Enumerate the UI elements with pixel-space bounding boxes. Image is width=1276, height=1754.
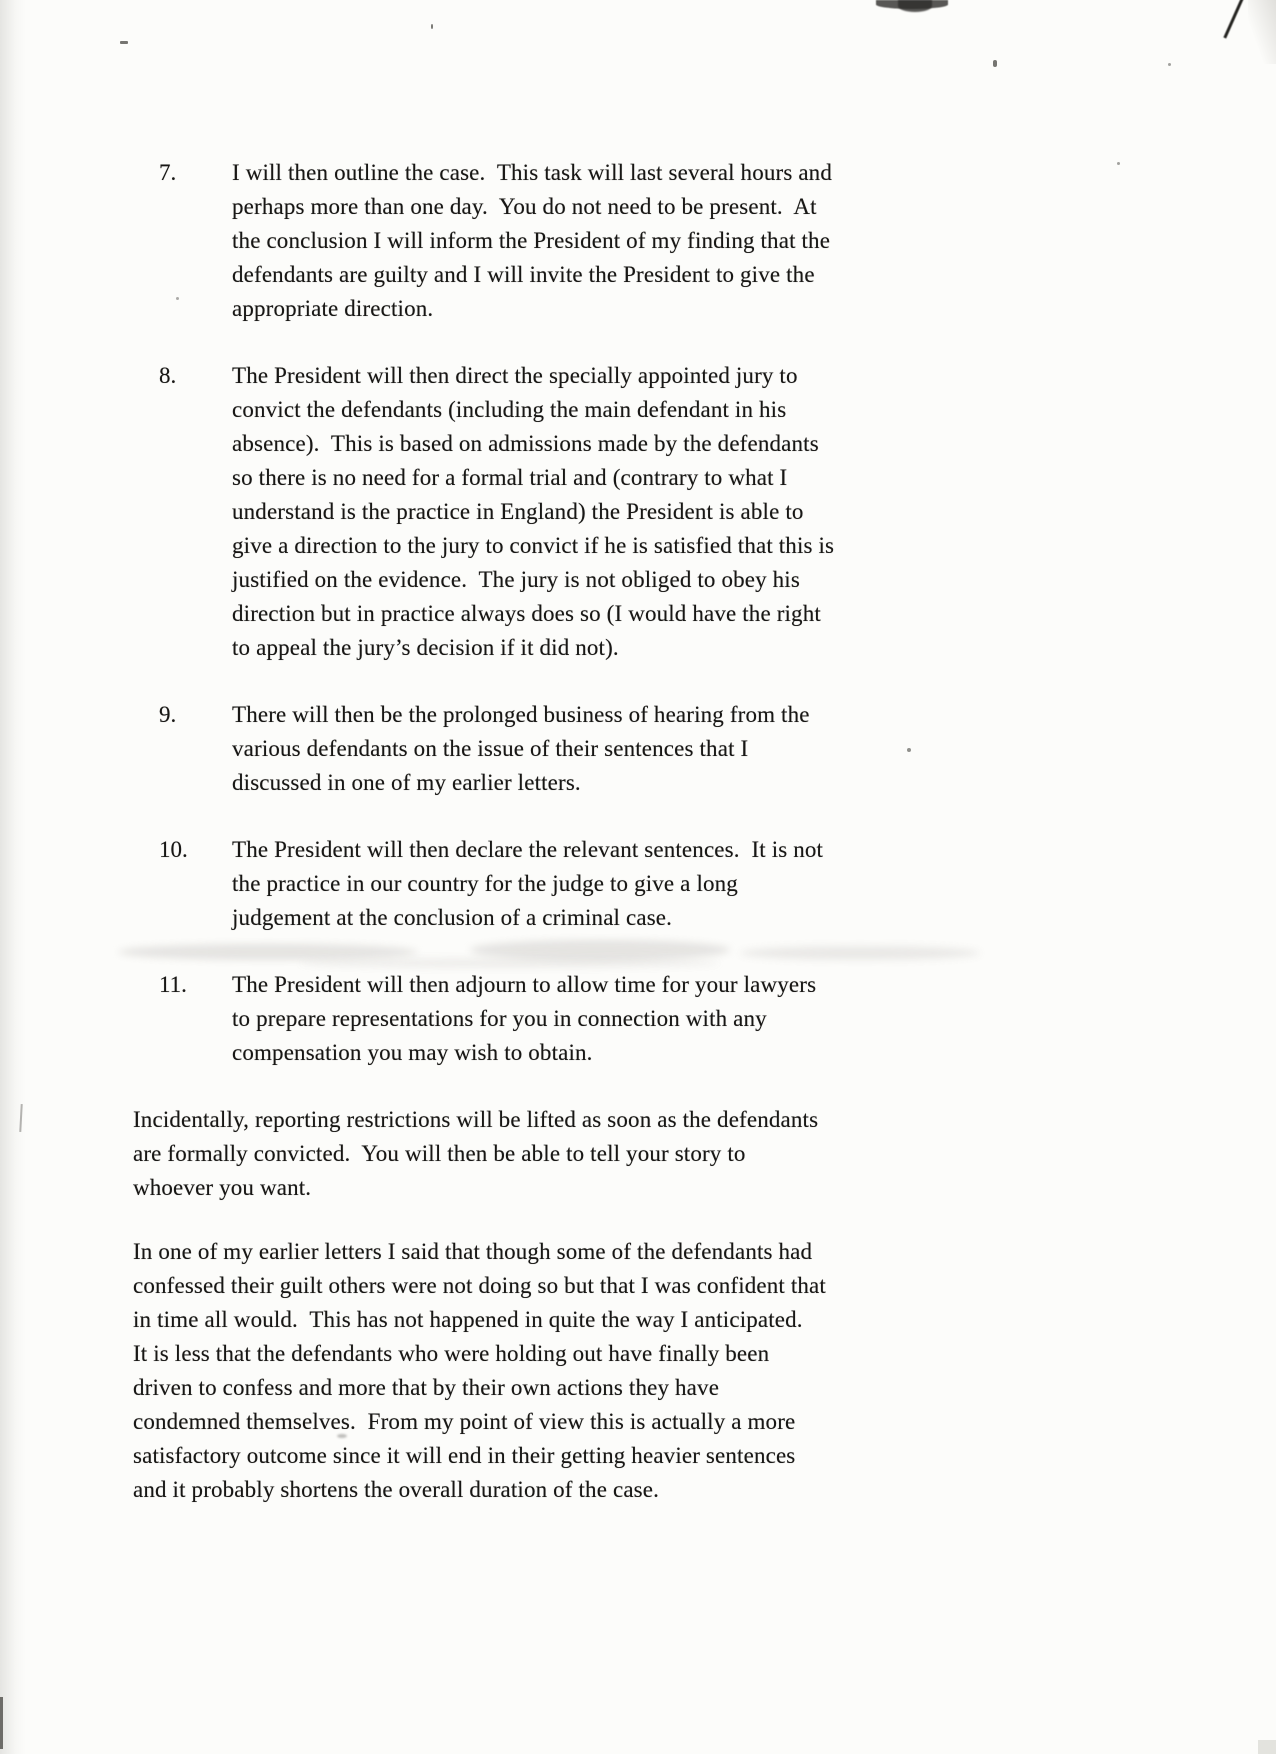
paragraph-number: 10.	[159, 837, 188, 862]
text-line: the conclusion I will inform the President of my finding that the	[232, 228, 831, 253]
text-line: and it probably shortens the overall duration of the case.	[133, 1477, 660, 1502]
text-line: the practice in our country for the judge to give a long	[232, 871, 738, 896]
paragraph-number: 7.	[159, 160, 177, 185]
text-line: The President will then adjourn to allow time for your lawyers	[232, 972, 817, 997]
closing-paragraph	[133, 1103, 1276, 1205]
numbered-paragraph-list	[133, 156, 1276, 1070]
paragraph-text	[232, 968, 1276, 1070]
text-line: convict the defendants (including the main defendant in his	[232, 397, 787, 422]
paragraph-text	[232, 698, 1276, 800]
text-line: to prepare representations for you in connection with any	[232, 1006, 767, 1031]
numbered-paragraph	[159, 359, 1276, 665]
numbered-paragraph	[159, 968, 1276, 1070]
text-line: The President will then direct the specially appointed jury to	[232, 363, 798, 388]
text-line: It is less that the defendants who were holding out have finally been	[133, 1341, 770, 1366]
paragraph-number: 11.	[159, 972, 187, 997]
text-line: various defendants on the issue of their sentences that I	[232, 736, 749, 761]
text-line: to appeal the jury’s decision if it did not).	[232, 635, 619, 660]
paragraph-text	[232, 156, 1276, 326]
text-line: driven to confess and more that by their own actions they have	[133, 1375, 720, 1400]
text-line: direction but in practice always does so (I would have the right	[232, 601, 821, 626]
text-line: understand is the practice in England) the President is able to	[232, 499, 804, 524]
numbered-paragraph	[159, 156, 1276, 326]
paragraph-number: 8.	[159, 363, 177, 388]
text-line: whoever you want.	[133, 1175, 312, 1200]
text-line: There will then be the prolonged business of hearing from the	[232, 702, 810, 727]
closing-paragraph	[133, 1235, 1276, 1507]
paragraph-text	[232, 359, 1276, 665]
text-line: discussed in one of my earlier letters.	[232, 770, 581, 795]
paragraph-text	[232, 833, 1276, 935]
text-line: satisfactory outcome since it will end in their getting heavier sentences	[133, 1443, 796, 1468]
text-line: In one of my earlier letters I said that though some of the defendants had	[133, 1239, 813, 1264]
text-line: compensation you may wish to obtain.	[232, 1040, 593, 1065]
text-line: judgement at the conclusion of a criminal case.	[232, 905, 673, 930]
text-line: are formally convicted. You will then be able to tell your story to	[133, 1141, 746, 1166]
text-line: confessed their guilt others were not doing so but that I was confident that	[133, 1273, 826, 1298]
scan-artifact-edge-mark	[1258, 1740, 1276, 1754]
text-line: so there is no need for a formal trial and (contrary to what I	[232, 465, 788, 490]
text-line: justified on the evidence. The jury is not obliged to obey his	[232, 567, 800, 592]
paragraph-number: 9.	[159, 702, 177, 727]
text-line: defendants are guilty and I will invite the President to give the	[232, 262, 815, 287]
text-line: appropriate direction.	[232, 296, 434, 321]
text-line: in time all would. This has not happened in quite the way I anticipated.	[133, 1307, 803, 1332]
text-line: condemned themselves. From my point of view this is actually a more	[133, 1409, 796, 1434]
numbered-paragraph	[159, 698, 1276, 800]
text-line: The President will then declare the relevant sentences. It is not	[232, 837, 824, 862]
text-line: I will then outline the case. This task will last several hours and	[232, 160, 832, 185]
closing-paragraph-list	[133, 1103, 1276, 1507]
scan-artifact-edge-mark	[0, 1697, 3, 1749]
numbered-paragraph	[159, 833, 1276, 935]
text-line: Incidentally, reporting restrictions will be lifted as soon as the defendants	[133, 1107, 819, 1132]
text-line: give a direction to the jury to convict if he is satisfied that this is	[232, 533, 835, 558]
text-line: absence). This is based on admissions made by the defendants	[232, 431, 819, 456]
text-line: perhaps more than one day. You do not need to be present. At	[232, 194, 817, 219]
